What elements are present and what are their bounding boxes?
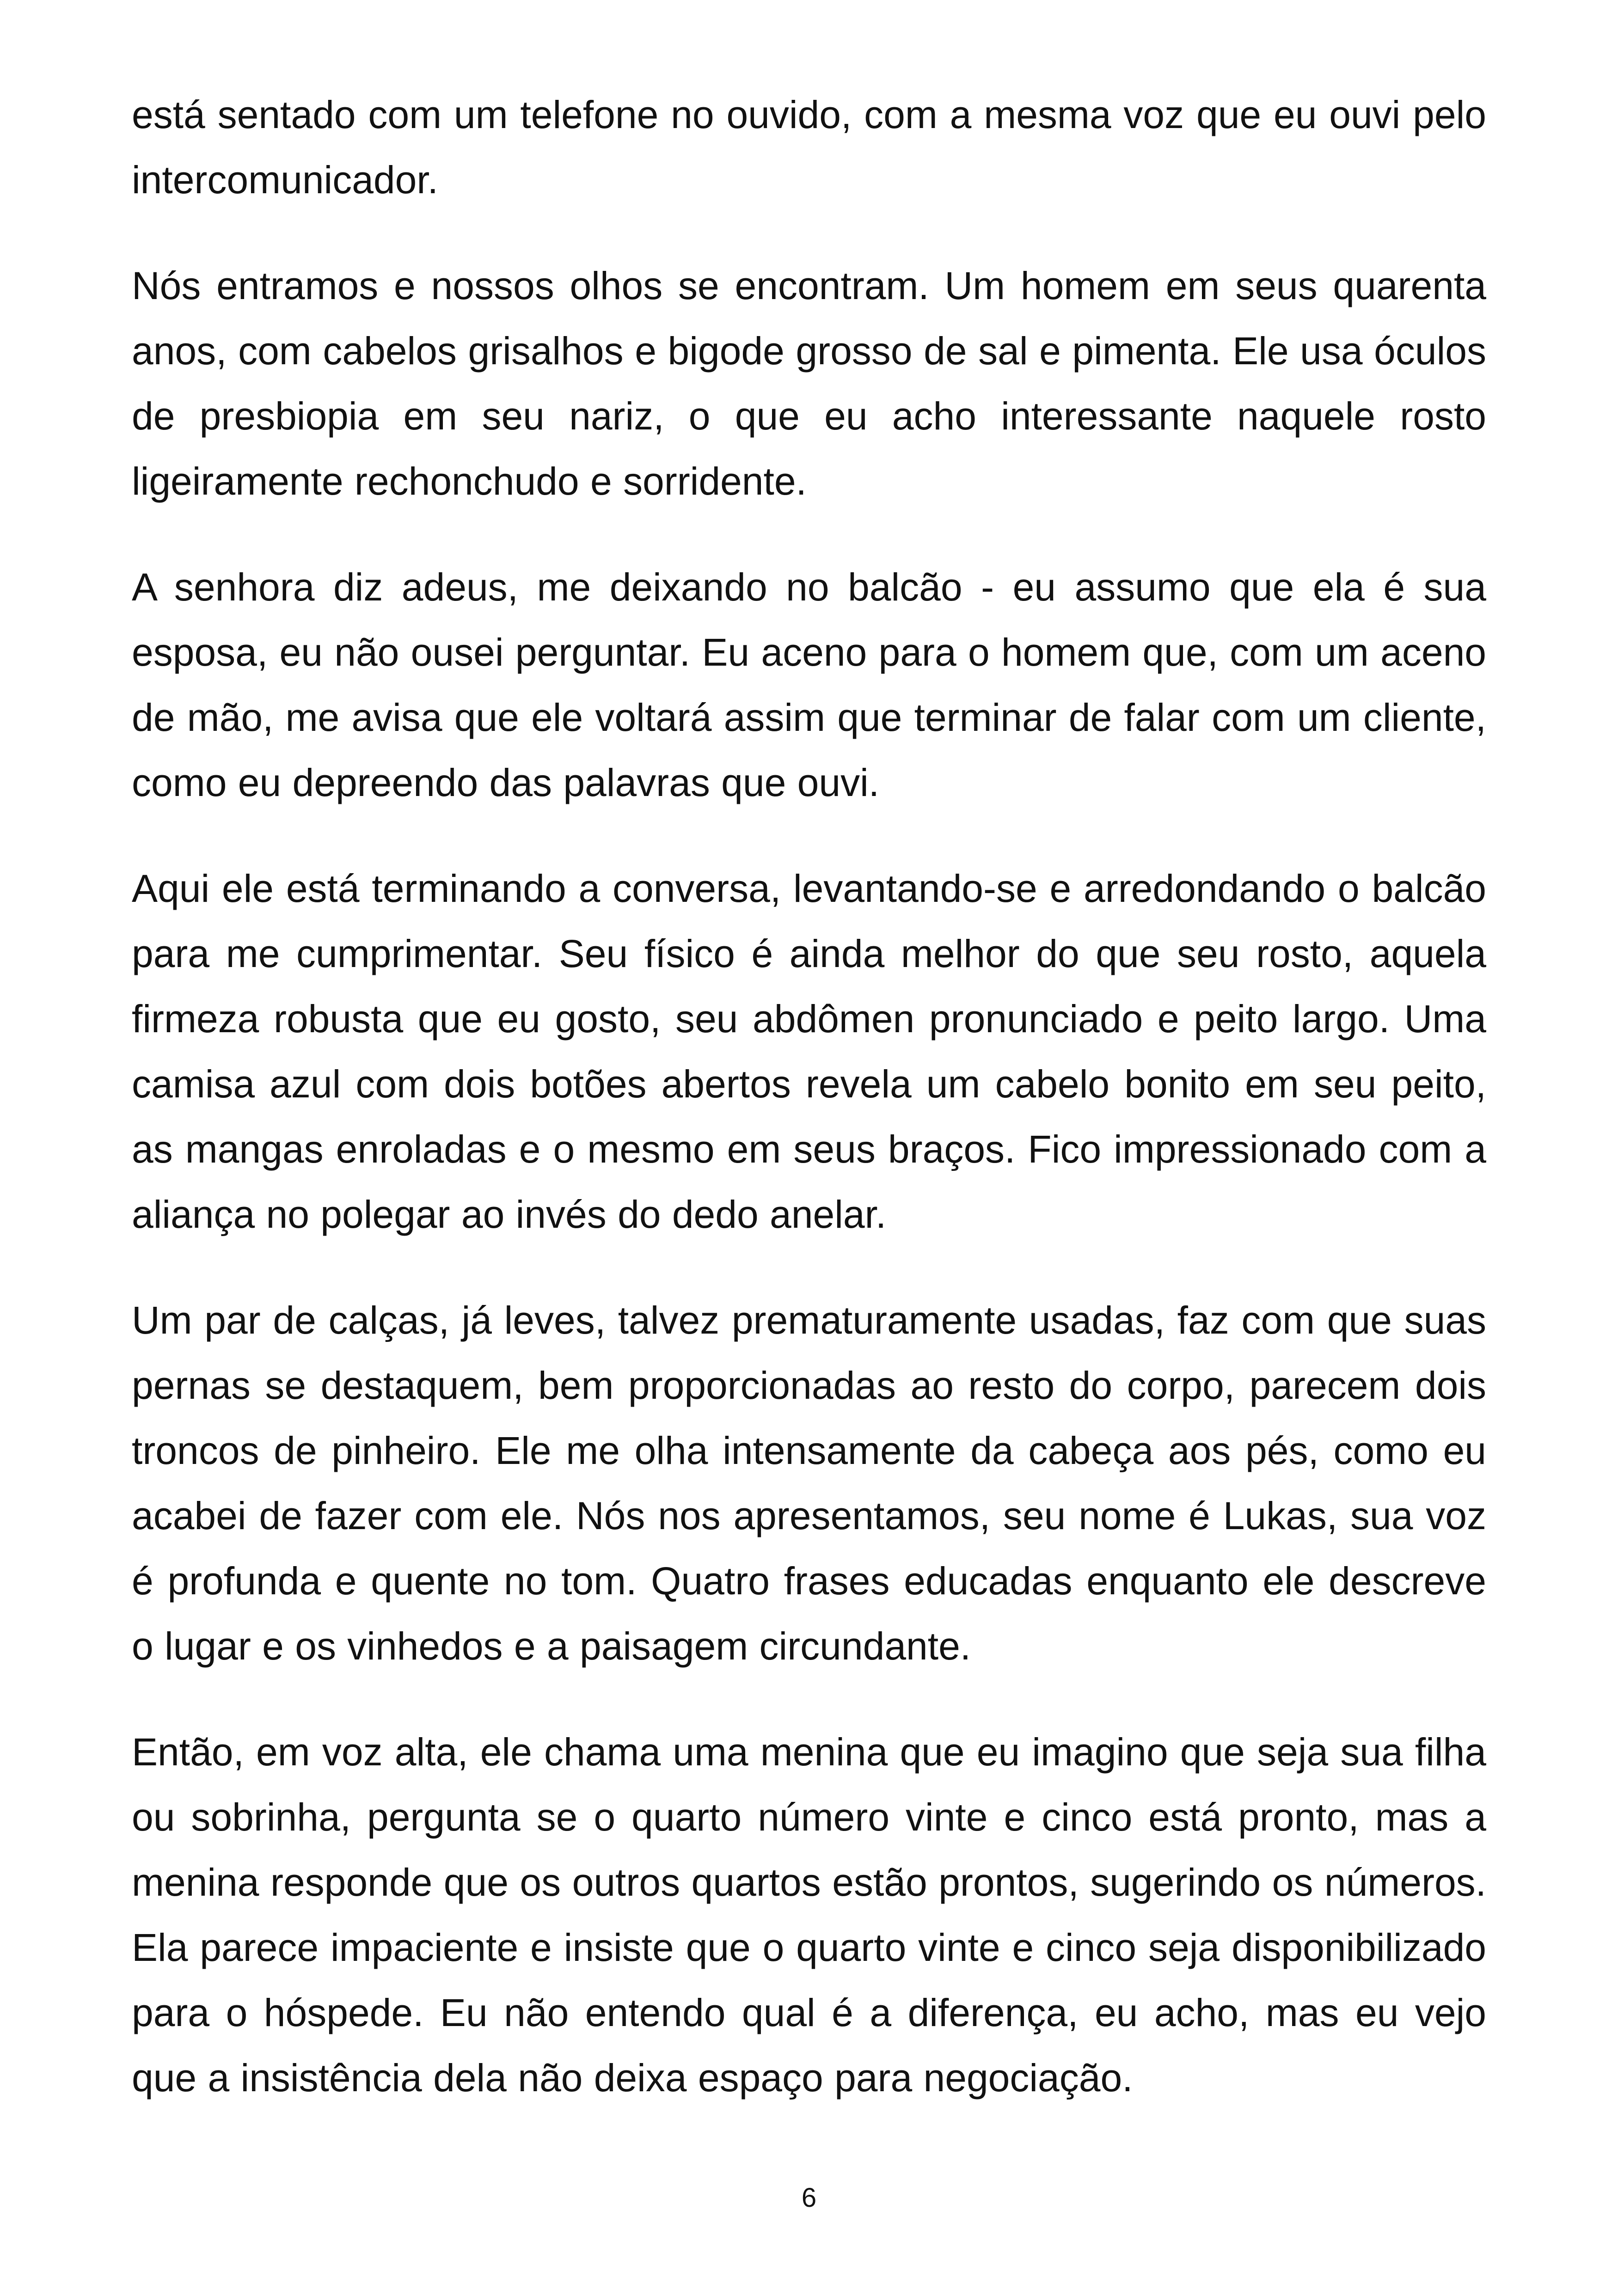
- paragraph: está sentado com um telefone no ouvido, com a mesma voz que eu ouvi pelo intercomunicador.: [132, 93, 1486, 202]
- paragraph: Então, em voz alta, ele chama uma menina que eu imagino que seja sua filha ou sobrinha, pergunta se o quarto número vinte e cinco está pronto, mas a menina responde que os outros quartos estão prontos, sugerindo os números. Ela parece impaciente e insiste que o quarto vinte e cinco seja disponibilizado para o hóspede. Eu não entendo qual é a diferença, eu acho, mas eu vejo que a insistência dela não deixa espaço para negociação.: [132, 1730, 1486, 2100]
- paragraph: A senhora diz adeus, me deixando no balcão - eu assumo que ela é sua esposa, eu não ousei perguntar. Eu aceno para o homem que, com um aceno de mão, me avisa que ele voltará assim que terminar de falar com um cliente, como eu depreendo das palavras que ouvi.: [132, 565, 1486, 804]
- paragraph: Um par de calças, já leves, talvez prematuramente usadas, faz com que suas pernas se destaquem, bem proporcionadas ao resto do corpo, parecem dois troncos de pinheiro. Ele me olha intensamente da cabeça aos pés, como eu acabei de fazer com ele. Nós nos apresentamos, seu nome é Lukas, sua voz é profunda e quente no tom. Quatro frases educadas enquanto ele descreve o lugar e os vinhedos e a paisagem circundante.: [132, 1298, 1486, 1668]
- body-text: [132, 82, 1486, 2151]
- paragraph: Nós entramos e nossos olhos se encontram. Um homem em seus quarenta anos, com cabelos grisalhos e bigode grosso de sal e pimenta. Ele usa óculos de presbiopia em seu nariz, o que eu acho interessante naquele rosto ligeiramente rechonchudo e sorridente.: [132, 264, 1486, 503]
- paragraph: Aqui ele está terminando a conversa, levantando-se e arredondando o balcão para me cumprimentar. Seu físico é ainda melhor do que seu rosto, aquela firmeza robusta que eu gosto, seu abdômen pronunciado e peito largo. Uma camisa azul com dois botões abertos revela um cabelo bonito em seu peito, as mangas enroladas e o mesmo em seus braços. Fico impressionado com a aliança no polegar ao invés do dedo anelar.: [132, 867, 1486, 1236]
- page-number: 6: [801, 2183, 817, 2213]
